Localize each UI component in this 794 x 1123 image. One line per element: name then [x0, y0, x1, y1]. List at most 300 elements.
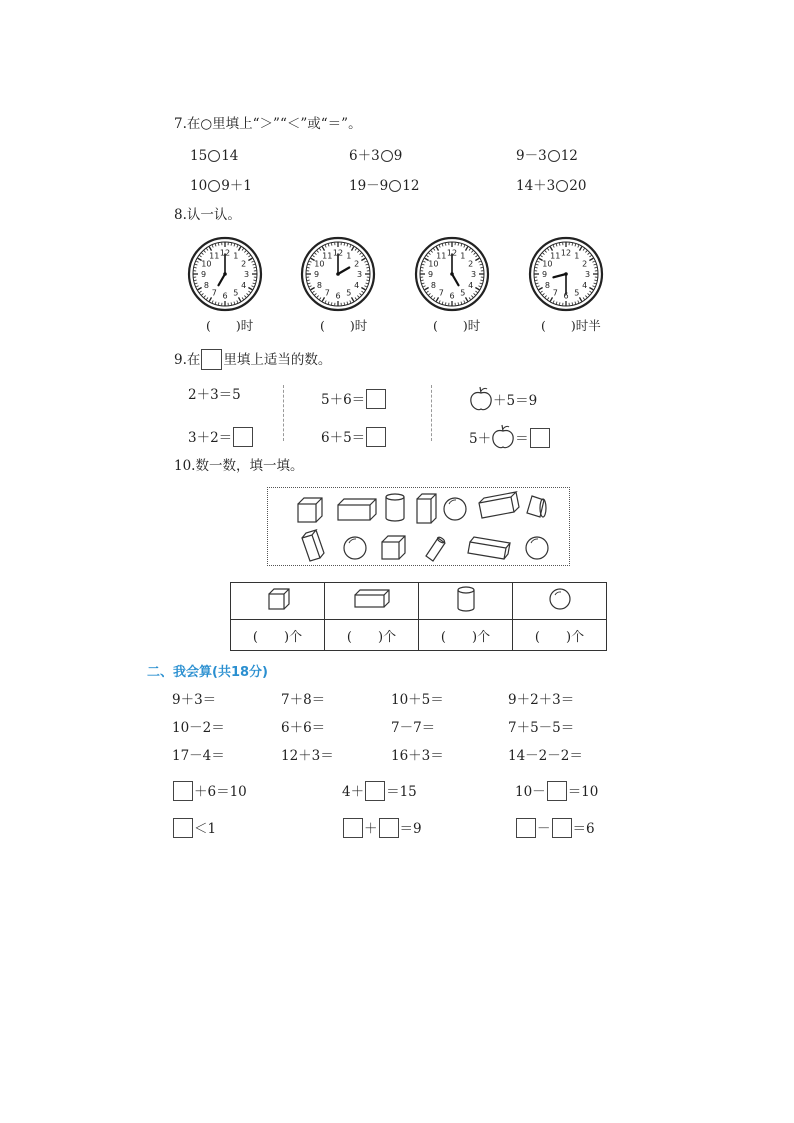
clock-tick — [196, 286, 198, 287]
clock-tick — [471, 251, 473, 253]
q9-c1-r2: 3＋2＝ — [188, 427, 254, 447]
clock-tick — [328, 244, 329, 246]
clock-tick — [423, 286, 425, 287]
clock-numeral: 2 — [241, 259, 247, 269]
clock-tick — [436, 247, 438, 251]
clock-tick — [547, 297, 548, 299]
q7-item-4: 10 9＋1 — [190, 178, 252, 194]
tally-cuboid-answer[interactable]: ( )个 — [325, 620, 419, 651]
calc-r2-c3: 7－7＝ — [391, 720, 436, 736]
q9-c1-r1: 2＋3＝5 — [188, 387, 241, 403]
clock-tick — [366, 280, 368, 281]
answer-box[interactable] — [173, 781, 193, 801]
clock-tick — [317, 251, 319, 253]
clock-tick — [244, 296, 246, 298]
clock-tick — [445, 302, 446, 304]
clock-tick — [322, 247, 324, 251]
clock-tick — [325, 300, 326, 302]
clock-tick — [422, 283, 424, 284]
cylinder-icon — [386, 494, 404, 521]
answer-circle[interactable] — [548, 150, 560, 162]
clock-tick — [360, 293, 362, 295]
clock-tick — [550, 297, 552, 301]
answer-box[interactable] — [530, 428, 550, 448]
clock-hour-hand — [338, 268, 349, 275]
clock-numeral: 11 — [322, 251, 333, 261]
clock-tick — [308, 283, 310, 284]
clock-numeral: 3 — [356, 270, 363, 279]
clock-tick — [480, 264, 482, 265]
clock-tick — [545, 251, 547, 253]
clock-tick — [218, 302, 219, 304]
clock-tick — [433, 249, 434, 251]
dashed-divider — [283, 385, 284, 441]
clock-tick — [589, 258, 593, 260]
clock-numeral: 8 — [544, 280, 550, 290]
clock-tick — [350, 245, 351, 247]
clock-tick — [480, 280, 482, 281]
clock-tick — [478, 261, 480, 262]
calc-r3-c1: 17－4＝ — [172, 748, 225, 764]
clock-tick — [200, 291, 202, 292]
clock-tick — [556, 244, 557, 246]
clock-tick — [206, 249, 207, 251]
calc-r2-c2: 6＋6＝ — [281, 720, 326, 736]
clock-tick — [311, 288, 315, 290]
q9-c3-r1: ＋5＝9 — [469, 385, 537, 411]
clock-tick — [244, 251, 246, 253]
clock-tick — [248, 258, 252, 260]
cuboid-icon — [302, 530, 324, 561]
clock-tick — [313, 291, 315, 292]
clock-tick — [344, 302, 345, 304]
clock-tick — [212, 300, 213, 302]
cuboid-icon — [417, 494, 436, 523]
clock-numeral: 4 — [354, 280, 360, 290]
clock-tick — [458, 302, 459, 304]
clock-tick — [357, 251, 359, 253]
clock-tick — [361, 258, 365, 260]
clock-tick — [215, 302, 216, 304]
clock-tick — [328, 302, 329, 304]
clock-tick — [537, 286, 539, 287]
answer-box[interactable] — [516, 818, 536, 838]
clock-tick — [536, 264, 538, 265]
clock-numeral: 3 — [584, 270, 591, 279]
clock-numeral: 11 — [436, 251, 447, 261]
clock-numeral: 9 — [541, 270, 548, 279]
clock-tick — [248, 255, 250, 256]
clock-numeral: 6 — [449, 291, 455, 301]
answer-box[interactable] — [379, 818, 399, 838]
clock-tick — [344, 243, 345, 245]
clock-tick — [445, 243, 446, 245]
clock-tick — [200, 255, 202, 256]
answer-circle[interactable] — [208, 150, 220, 162]
clock-tick — [589, 291, 591, 292]
clock-numeral: 4 — [241, 280, 247, 290]
clock-tick — [594, 264, 596, 265]
clock-tick — [209, 247, 211, 251]
calc-r5-c3: － ＝6 — [515, 818, 595, 838]
clock-numeral: 11 — [209, 251, 220, 261]
calc-r2-c1: 10－2＝ — [172, 720, 225, 736]
clock-tick — [212, 245, 213, 247]
clock-tick — [578, 245, 579, 247]
clock-tick — [231, 243, 232, 245]
clock-tick — [360, 253, 362, 255]
clock-tick — [464, 300, 465, 302]
clock-numeral: 6 — [222, 291, 228, 301]
clock-tick — [433, 297, 434, 299]
clock-tick — [204, 296, 206, 298]
clock-numeral: 7 — [324, 288, 330, 298]
tally-sphere-answer[interactable]: ( )个 — [513, 620, 607, 651]
clock-tick — [474, 253, 476, 255]
clock-numeral: 12 — [219, 248, 231, 258]
clock-tick — [442, 244, 443, 246]
sphere-icon — [526, 537, 548, 559]
q7-title: 7.在○里填上“＞”“＜”或“＝”。 — [174, 116, 362, 132]
q9-c2-r2: 6＋5＝ — [321, 427, 387, 447]
calc-r4-c1: ＋6＝10 — [172, 781, 247, 801]
calc-r2-c4: 7＋5－5＝ — [508, 720, 575, 736]
clock-face-4 — [528, 236, 604, 312]
cylinder-icon — [426, 536, 445, 561]
clock-tick — [231, 302, 232, 304]
clock-numeral: 3 — [243, 270, 250, 279]
clock-numeral: 10 — [542, 259, 553, 269]
clock-tick — [248, 291, 250, 292]
clock-tick — [196, 261, 198, 262]
clock-tick — [247, 293, 249, 295]
calc-r1-c3: 10＋5＝ — [391, 692, 444, 708]
cuboid-icon — [479, 492, 519, 518]
clock-tick — [202, 253, 204, 255]
q7-item-6: 14＋3 20 — [516, 178, 587, 194]
calc-r4-c3: 10－ ＝10 — [515, 781, 598, 801]
clock-numeral: 2 — [354, 259, 360, 269]
clock-tick — [550, 247, 552, 251]
calc-r5-c1: ＜1 — [172, 818, 216, 838]
clock-tick — [583, 297, 584, 299]
clock-tick — [194, 280, 196, 281]
clock-face-3 — [414, 236, 490, 312]
q7-item-3: 9－3 12 — [516, 148, 578, 164]
clock-tick — [466, 247, 468, 251]
clock-tick — [572, 243, 573, 245]
clock-tick — [442, 302, 443, 304]
clock-tick — [352, 247, 354, 251]
clock-tick — [309, 261, 311, 262]
clock-tick — [313, 255, 315, 256]
answer-box[interactable] — [552, 818, 572, 838]
clock-tick — [541, 255, 543, 256]
calc-r3-c4: 14－2－2＝ — [508, 748, 583, 764]
clock-tick — [309, 286, 311, 287]
clock-numeral: 3 — [470, 270, 477, 279]
q7-item-1: 15 14 — [190, 148, 239, 164]
clock-tick — [251, 286, 253, 287]
clock-tick — [592, 261, 594, 262]
clock-tick — [253, 264, 255, 265]
clock-tick — [202, 293, 204, 295]
tally-table — [230, 582, 607, 651]
clock-tick — [364, 261, 366, 262]
clock-numeral: 4 — [582, 280, 588, 290]
clock-tick — [458, 243, 459, 245]
clock-numeral: 2 — [582, 259, 588, 269]
clock-tick — [480, 267, 482, 268]
q10-title: 10.数一数，填一填。 — [174, 458, 304, 474]
clock-tick — [461, 244, 462, 246]
answer-circle[interactable] — [208, 180, 220, 192]
clock-tick — [543, 293, 545, 295]
clock-tick — [195, 264, 197, 265]
apple-icon — [469, 385, 493, 411]
clock-tick — [572, 302, 573, 304]
tally-cylinder-answer[interactable]: ( )个 — [419, 620, 513, 651]
shapes-box — [267, 487, 570, 566]
clock-tick — [425, 288, 429, 290]
clock-tick — [242, 249, 243, 251]
clock-tick — [239, 247, 241, 251]
clock-answer-3[interactable]: ( )时 — [433, 318, 481, 333]
clock-tick — [588, 253, 590, 255]
clock-tick — [466, 297, 468, 301]
clock-tick — [347, 244, 348, 246]
clock-tick — [319, 249, 320, 251]
clock-tick — [427, 255, 429, 256]
calc-r4-c2: 4＋ ＝15 — [342, 781, 417, 801]
clock-tick — [421, 267, 423, 268]
calc-r1-c1: 9＋3＝ — [172, 692, 217, 708]
clock-tick — [475, 291, 477, 292]
clock-tick — [253, 283, 255, 284]
q9-c3-r2: 5＋ ＝ — [469, 423, 551, 449]
clock-tick — [361, 255, 363, 256]
clock-tick — [535, 267, 537, 268]
clock-tick — [594, 280, 596, 281]
clock-tick — [545, 296, 547, 298]
clock-tick — [580, 247, 582, 251]
sphere-icon — [344, 537, 366, 559]
clock-center-pin — [223, 272, 227, 276]
clock-tick — [559, 302, 560, 304]
clock-tick — [209, 297, 211, 301]
clock-center-pin — [564, 272, 568, 276]
clock-tick — [556, 302, 557, 304]
clock-tick — [237, 300, 238, 302]
clock-numeral: 7 — [552, 288, 558, 298]
clock-numeral: 7 — [438, 288, 444, 298]
clock-tick — [248, 288, 252, 290]
cylinder-icon — [527, 496, 546, 517]
clock-numeral: 5 — [233, 288, 239, 298]
clock-tick — [431, 251, 433, 253]
answer-box-sample — [201, 349, 222, 370]
calc-r3-c2: 12＋3＝ — [281, 748, 334, 764]
clock-tick — [194, 267, 196, 268]
clock-numeral: 2 — [468, 259, 474, 269]
clock-numeral: 7 — [211, 288, 217, 298]
clock-answer-4[interactable]: ( )时半 — [541, 318, 601, 333]
cube-icon — [298, 498, 322, 522]
clock-tick — [317, 296, 319, 298]
answer-box[interactable] — [173, 818, 193, 838]
clock-tick — [585, 296, 587, 298]
sphere-header — [513, 583, 607, 620]
clock-tick — [355, 249, 356, 251]
clock-numeral: 12 — [332, 248, 344, 258]
clock-tick — [474, 293, 476, 295]
clock-tick — [319, 297, 320, 299]
clock-face-2 — [300, 236, 376, 312]
clock-hour-hand — [553, 274, 566, 277]
clock-tick — [366, 264, 368, 265]
clock-tick — [347, 302, 348, 304]
clock-tick — [578, 300, 579, 302]
clock-tick — [364, 286, 366, 287]
clock-hour-hand — [452, 274, 459, 285]
clock-tick — [559, 243, 560, 245]
clock-tick — [307, 267, 309, 268]
clock-tick — [422, 264, 424, 265]
clock-tick — [315, 293, 317, 295]
q7-item-2: 6＋3 9 — [349, 148, 403, 164]
clock-numeral: 5 — [460, 288, 466, 298]
clock-tick — [539, 288, 543, 290]
clock-tick — [475, 255, 477, 256]
clock-tick — [469, 297, 470, 299]
calc-r1-c4: 9＋2＋3＝ — [508, 692, 575, 708]
clock-tick — [253, 267, 255, 268]
cuboid-icon — [338, 499, 376, 520]
q9-c2-r1: 5＋6＝ — [321, 389, 387, 409]
clock-tick — [331, 302, 332, 304]
clock-tick — [366, 283, 368, 284]
clock-tick — [575, 244, 576, 246]
answer-circle[interactable] — [381, 150, 393, 162]
calc-r1-c2: 7＋8＝ — [281, 692, 326, 708]
clock-tick — [361, 291, 363, 292]
clock-tick — [427, 291, 429, 292]
calc-r5-c2: ＋ ＝9 — [342, 818, 422, 838]
clock-tick — [585, 251, 587, 253]
cube-header — [231, 583, 325, 620]
clock-tick — [543, 253, 545, 255]
clock-answer-2[interactable]: ( )时 — [320, 318, 368, 333]
answer-box[interactable] — [547, 781, 567, 801]
clock-tick — [480, 283, 482, 284]
answer-box[interactable] — [366, 427, 386, 447]
clock-tick — [357, 296, 359, 298]
clock-numeral: 1 — [233, 251, 239, 261]
clock-numeral: 12 — [446, 248, 458, 258]
clock-tick — [352, 297, 354, 301]
clock-tick — [361, 288, 365, 290]
sphere-icon — [444, 498, 466, 520]
q9-title: 9.在 里填上适当的数。 — [174, 349, 331, 370]
clock-center-pin — [450, 272, 454, 276]
clock-numeral: 1 — [346, 251, 352, 261]
clock-tick — [331, 243, 332, 245]
q8-title: 8.认一认。 — [174, 207, 241, 223]
clock-tick — [439, 300, 440, 302]
clock-tick — [315, 253, 317, 255]
answer-box[interactable] — [233, 427, 253, 447]
clock-tick — [308, 264, 310, 265]
clock-center-pin — [336, 272, 340, 276]
clock-tick — [541, 291, 543, 292]
clock-tick — [355, 297, 356, 299]
clock-tick — [594, 267, 596, 268]
clock-tick — [535, 280, 537, 281]
clock-tick — [429, 253, 431, 255]
clock-tick — [592, 286, 594, 287]
clock-numeral: 9 — [313, 270, 320, 279]
clock-tick — [198, 288, 202, 290]
clock-tick — [247, 253, 249, 255]
clock-tick — [325, 245, 326, 247]
clock-numeral: 10 — [314, 259, 325, 269]
clock-tick — [475, 288, 479, 290]
clock-tick — [242, 297, 243, 299]
clock-numeral: 5 — [574, 288, 580, 298]
cuboid-header — [325, 583, 419, 620]
clock-tick — [469, 249, 470, 251]
tally-cube-answer[interactable]: ( )个 — [231, 620, 325, 651]
clock-tick — [537, 261, 539, 262]
clock-numeral: 5 — [346, 288, 352, 298]
clock-numeral: 11 — [550, 251, 561, 261]
clock-hour-hand — [219, 274, 226, 285]
cylinder-header — [419, 583, 513, 620]
clock-tick — [237, 245, 238, 247]
cube-icon — [382, 536, 405, 559]
clock-tick — [431, 296, 433, 298]
clock-tick — [429, 293, 431, 295]
answer-circle[interactable] — [556, 180, 568, 192]
clock-tick — [575, 302, 576, 304]
clock-numeral: 6 — [335, 291, 341, 301]
clock-tick — [204, 251, 206, 253]
clock-numeral: 10 — [201, 259, 212, 269]
clock-tick — [322, 297, 324, 301]
clock-numeral: 8 — [203, 280, 209, 290]
clock-tick — [589, 255, 591, 256]
clock-tick — [589, 288, 593, 290]
clock-tick — [580, 297, 582, 301]
clock-tick — [253, 280, 255, 281]
answer-box[interactable] — [365, 781, 385, 801]
clock-tick — [464, 245, 465, 247]
answer-box[interactable] — [366, 389, 386, 409]
clock-tick — [536, 283, 538, 284]
clock-answer-1[interactable]: ( )时 — [206, 318, 254, 333]
clock-tick — [461, 302, 462, 304]
clock-tick — [475, 258, 479, 260]
clock-numeral: 9 — [200, 270, 207, 279]
answer-circle[interactable] — [389, 180, 401, 192]
calc-r3-c3: 16＋3＝ — [391, 748, 444, 764]
clock-tick — [251, 261, 253, 262]
clock-numeral: 4 — [468, 280, 474, 290]
answer-box[interactable] — [343, 818, 363, 838]
clock-tick — [350, 300, 351, 302]
clock-tick — [234, 302, 235, 304]
apple-icon — [491, 423, 515, 449]
